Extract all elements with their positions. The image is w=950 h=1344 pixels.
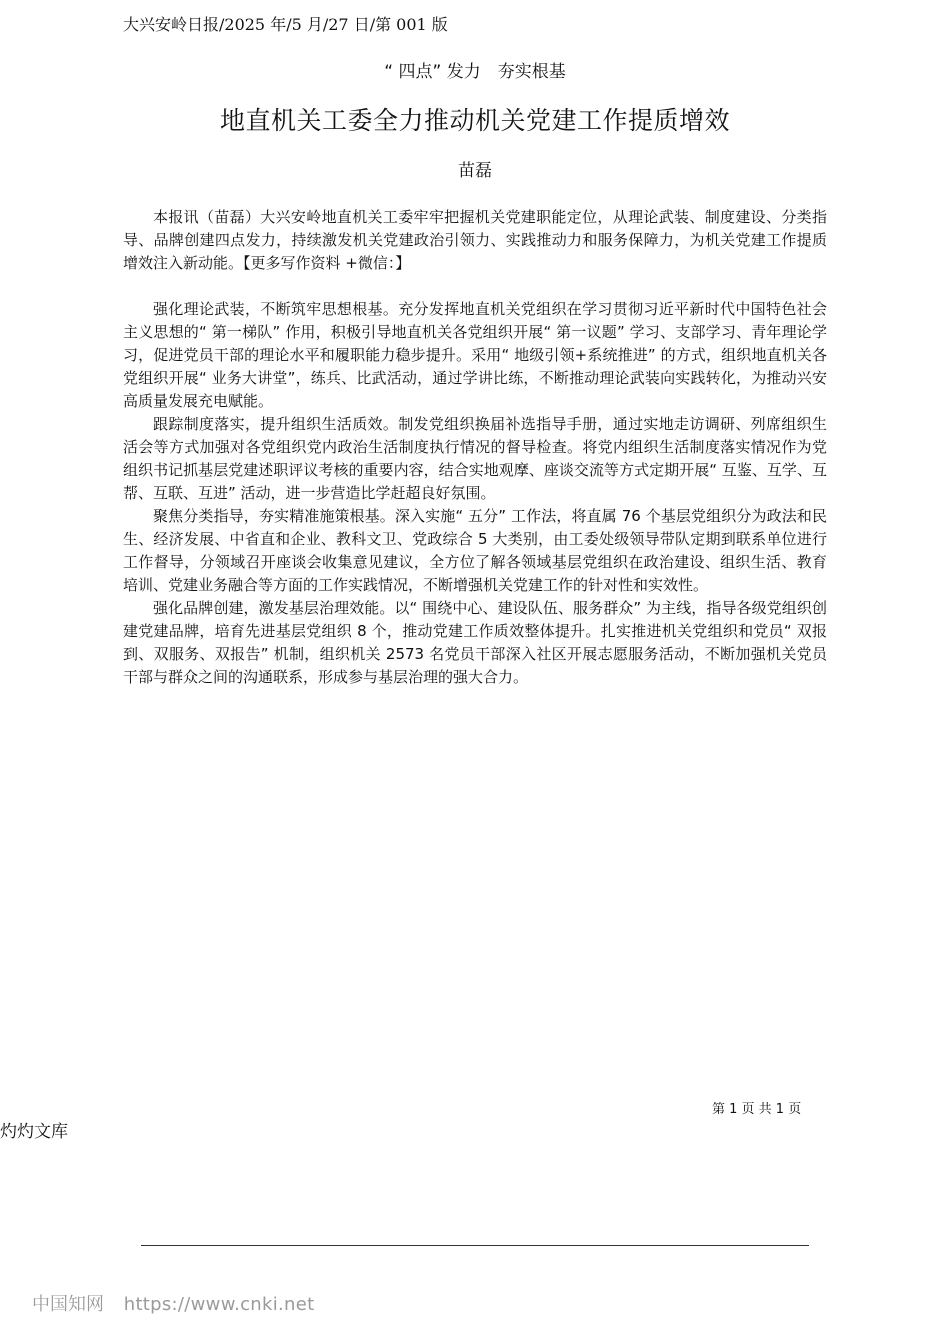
article-title: 地直机关工委全力推动机关党建工作提质增效: [219, 106, 730, 135]
article-paragraph: 聚焦分类指导，夯实精准施策根基。深入实施“ 五分” 工作法，将直属 76 个基层党组织分为政法和民生、经济发展、中省直和企业、教科文卫、党政综合 5 大类别，由工委处级领导带队定期到联系单位进行工作督导，分领域召开座谈会收集意见建议，全方位了解各领域基层党组织在政治建设、组织生活、教育培训、党建业务融合等方面的工作实践情况，不断增强机关党建工作的针对性和实效性。: [123, 507, 827, 594]
article-paragraph: 强化品牌创建，激发基层治理效能。以“ 围绕中心、建设队伍、服务群众” 为主线，指导各级党组织创建党建品牌，培育先进基层党组织 8 个，推动党建工作质效整体提升。扎实推进机关党组织和党员“ 双报到、双服务、双报告” 机制，组织机关 2573 名党员干部深入社区开展志愿服务活动，不断加强机关党员干部与群众之间的沟通联系，形成参与基层治理的强大合力。: [123, 599, 827, 686]
article-paragraph-lead: 本报讯（苗磊）大兴安岭地直机关工委牢牢把握机关党建职能定位，从理论武装、制度建设、分类指导、品牌创建四点发力，持续激发机关党建政治引领力、实践推动力和服务保障力，为机关党建工作提质增效注入新动能。【更多写作资料 +微信：】: [123, 208, 827, 272]
footer-url-link[interactable]: https://www.cnki.net: [123, 1294, 315, 1315]
footer-brand-name: 中国知网: [32, 1294, 104, 1315]
article-paragraph: 强化理论武装，不断筑牢思想根基。充分发挥地直机关党组织在学习贯彻习近平新时代中国特色社会主义思想的“ 第一梯队” 作用，积极引导地直机关各党组织开展“ 第一议题” 学习、支部学习、青年理论学习，促进党员干部的理论水平和履职能力稳步提升。采用“ 地级引领+系统推进” 的方式，组织地直机关各党组织开展“ 业务大讲堂”，练兵、比武活动，通过学讲比练，不断推动理论武装向实践转化，为推动兴安高质量发展充电赋能。: [123, 300, 827, 410]
source-line: 大兴安岭日报/2025 年/5 月/27 日/第 001 版: [123, 15, 448, 34]
article-author: 苗磊: [458, 161, 492, 181]
page-number: 第 1 页 共 1 页: [712, 1102, 802, 1117]
article-kicker: “ 四点” 发力 夯实根基: [384, 62, 566, 82]
footer-brand: [32, 1293, 314, 1317]
footer-divider: [141, 1245, 809, 1246]
article-paragraph: 跟踪制度落实，提升组织生活质效。制发党组织换届补选指导手册，通过实地走访调研、列席组织生活会等方式加强对各党组织党内政治生活制度执行情况的督导检查。将党内组织生活制度落实情况作为党组织书记抓基层党建述职评议考核的重要内容，结合实地观摩、座谈交流等方式定期开展“ 互鉴、互学、互帮、互联、互进” 活动，进一步营造比学赶超良好氛围。: [123, 415, 827, 502]
library-watermark: 灼灼文库: [0, 1122, 68, 1142]
article-body: [123, 206, 827, 689]
